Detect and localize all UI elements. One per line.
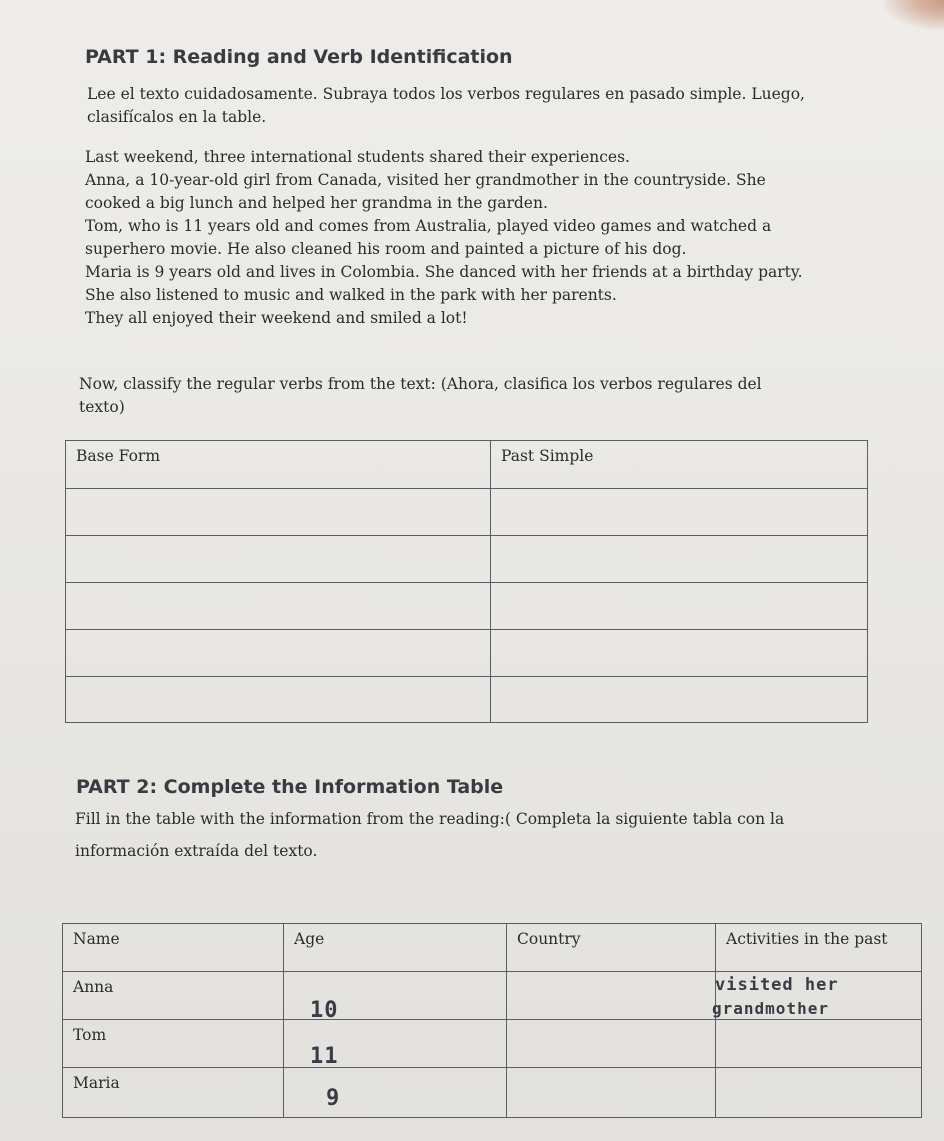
name-cell: Anna xyxy=(63,972,284,1020)
story-line: Anna, a 10-year-old girl from Canada, visited her grandmother in the countryside. She xyxy=(85,171,766,189)
past-simple-cell[interactable] xyxy=(491,536,868,583)
header-name: Name xyxy=(63,924,284,972)
country-cell[interactable] xyxy=(507,1068,716,1118)
story-line: Tom, who is 11 years old and comes from Australia, played video games and watched a xyxy=(85,217,772,235)
story-line: cooked a big lunch and helped her grandma in the garden. xyxy=(85,194,548,212)
handwritten-activity-line2: grandmother xyxy=(712,999,829,1018)
story-line: She also listened to music and walked in the park with her parents. xyxy=(85,286,617,304)
part2-instructions-line2: información extraída del texto. xyxy=(75,842,318,860)
name-cell: Tom xyxy=(63,1020,284,1068)
handwritten-activity-line1: visited her xyxy=(715,975,839,995)
handwritten-age-anna: 10 xyxy=(310,998,339,1023)
story-line: Maria is 9 years old and lives in Colombia. She danced with her friends at a birthday party. xyxy=(85,263,803,281)
activities-cell[interactable] xyxy=(716,1068,922,1118)
name-cell: Maria xyxy=(63,1068,284,1118)
part1-instructions-line1: Lee el texto cuidadosamente. Subraya todos los verbos regulares en pasado simple. Luego, xyxy=(87,85,805,103)
handwritten-age-maria: 9 xyxy=(326,1086,341,1111)
story-line: superhero movie. He also cleaned his room and painted a picture of his dog. xyxy=(85,240,687,258)
header-age: Age xyxy=(284,924,507,972)
header-activities: Activities in the past xyxy=(716,924,922,972)
past-simple-cell[interactable] xyxy=(491,630,868,677)
part2-instructions-line1: Fill in the table with the information from the reading:( Completa la siguiente tabla con la xyxy=(75,810,785,828)
classify-instruction-line2: texto) xyxy=(79,398,125,416)
activities-cell[interactable] xyxy=(716,1020,922,1068)
information-table xyxy=(62,923,922,1118)
age-cell[interactable] xyxy=(284,1068,507,1118)
part1-instructions-line2: clasifícalos en la table. xyxy=(87,108,267,126)
header-past-simple: Past Simple xyxy=(491,441,868,489)
base-form-cell[interactable] xyxy=(66,677,491,723)
story-line: They all enjoyed their weekend and smiled a lot! xyxy=(85,309,468,327)
base-form-cell[interactable] xyxy=(66,536,491,583)
header-base-form: Base Form xyxy=(66,441,491,489)
base-form-cell[interactable] xyxy=(66,630,491,677)
story-line: Last weekend, three international students shared their experiences. xyxy=(85,148,630,166)
header-country: Country xyxy=(507,924,716,972)
country-cell[interactable] xyxy=(507,1020,716,1068)
base-form-cell[interactable] xyxy=(66,583,491,630)
finger-shadow xyxy=(884,0,944,30)
part2-title: PART 2: Complete the Information Table xyxy=(76,776,504,798)
past-simple-cell[interactable] xyxy=(491,583,868,630)
verb-classification-table xyxy=(65,440,868,723)
past-simple-cell[interactable] xyxy=(491,677,868,723)
past-simple-cell[interactable] xyxy=(491,489,868,536)
base-form-cell[interactable] xyxy=(66,489,491,536)
handwritten-age-tom: 11 xyxy=(310,1044,339,1069)
classify-instruction-line1: Now, classify the regular verbs from the text: (Ahora, clasifica los verbos regulares del xyxy=(79,375,762,393)
reading-text xyxy=(85,146,885,330)
part1-title: PART 1: Reading and Verb Identification xyxy=(85,46,513,68)
country-cell[interactable] xyxy=(507,972,716,1020)
